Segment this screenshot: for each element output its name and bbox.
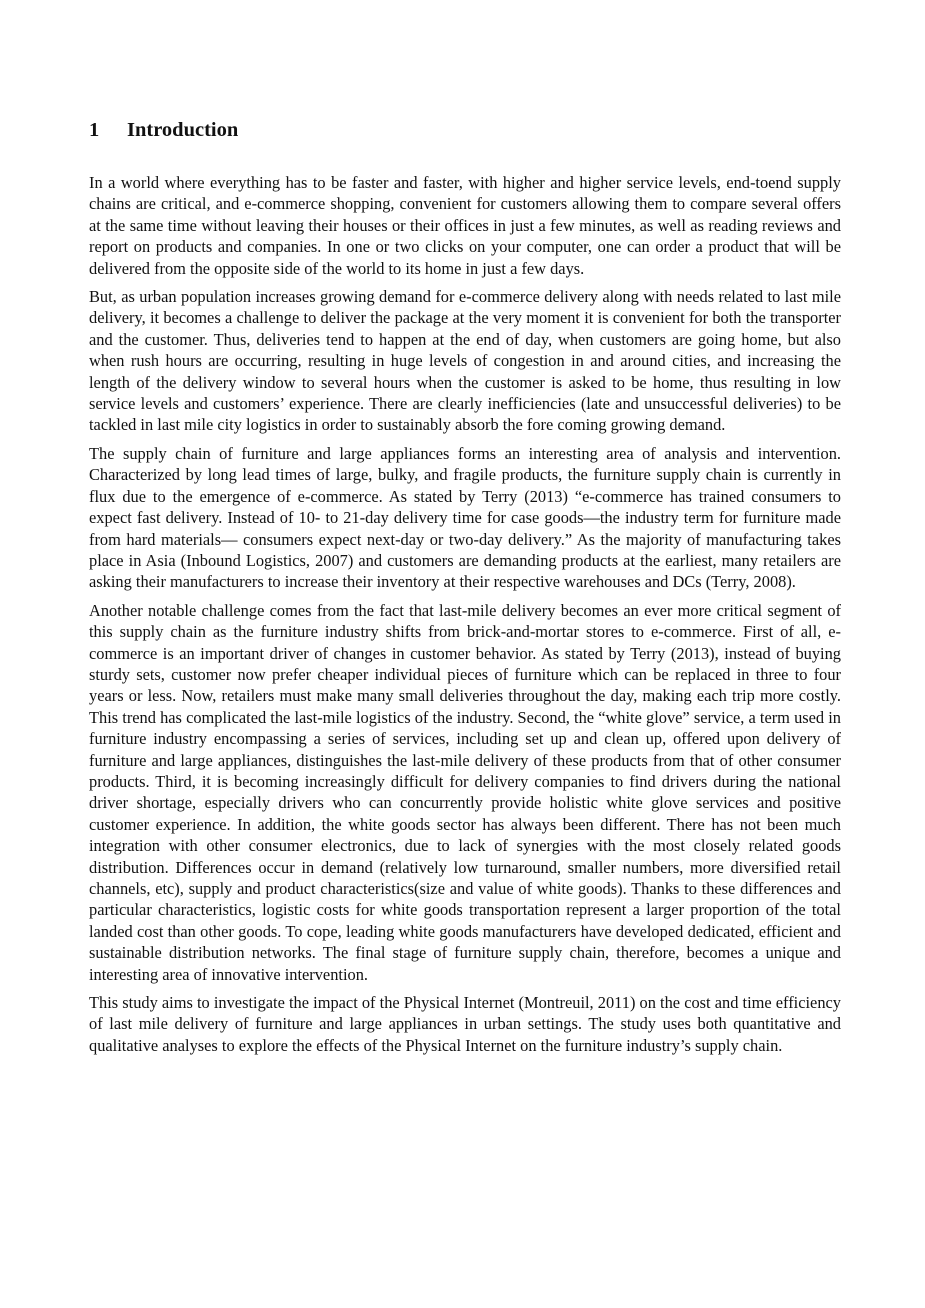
- section-heading: [89, 116, 841, 144]
- section-number: 1: [89, 119, 100, 141]
- paragraph-3: The supply chain of furniture and large appliances forms an interesting area of analysis and intervention. Characterized by long lead times of large, bulky, and fragile products, the furniture supply chain is currently in flux due to the emergence of e-commerce. As stated by Terry (2013) “e-commerce has trained consumers to expect fast delivery. Instead of 10- to 21-day delivery time for case goods—the industry term for furniture made from hard materials— consumers expect next-day or two-day delivery.” As the majority of manufacturing takes place in Asia (Inbound Logistics, 2007) and customers are demanding products at the earliest, many retailers are asking their manufacturers to increase their inventory at their respective warehouses and DCs (Terry, 2008).: [89, 443, 841, 592]
- section-title: Introduction: [127, 119, 239, 141]
- paragraph-2: But, as urban population increases growing demand for e-commerce delivery along with needs related to last mile delivery, it becomes a challenge to deliver the package at the very moment it is convenient for both the transporter and the customer. Thus, deliveries tend to happen at the end of day, when customers are going home, but also when rush hours are occurring, resulting in huge levels of congestion in and around cities, and increasing the length of the delivery window to several hours when the customer is asked to be home, thus resulting in low service levels and customers’ experience. There are clearly inefficiencies (late and unsuccessful deliveries) to be tackled in last mile city logistics in order to sustainably absorb the fore coming growing demand.: [89, 287, 841, 435]
- paragraph-4: Another notable challenge comes from the fact that last-mile delivery becomes an ever more critical segment of this supply chain as the furniture industry shifts from brick-and-mortar stores to e-commerce. First of all, e-commerce is an important driver of changes in customer behavior. As stated by Terry (2013), instead of buying sturdy sets, customer now prefer cheaper individual pieces of furniture which can be replaced in three to four years or less. Now, retailers must make many small deliveries throughout the day, making each trip more costly. This trend has complicated the last-mile logistics of the industry. Second, the “white glove” service, a term used in furniture industry encompassing a series of services, including set up and clean up, offered upon delivery of furniture and large appliances, distinguishes the last-mile delivery of these products from that of other consumer products. Third, it is becoming increasingly difficult for delivery companies to find drivers during the national driver shortage, especially drivers who can concurrently provide holistic white glove services and positive customer experience. In addition, the white goods sector has always been different. There has not been much integration with other consumer electronics, due to lack of synergies with the most closely related goods distribution. Differences occur in demand (relatively low turnaround, smaller numbers, more diversified retail channels, etc), supply and product characteristics(size and value of white goods). Thanks to these differences and particular characteristics, logistic costs for white goods transportation represent a larger proportion of the total landed cost than other goods. To cope, leading white goods manufacturers have developed dedicated, efficient and sustainable distribution networks. The final stage of furniture supply chain, therefore, becomes a unique and interesting area of innovative intervention.: [89, 600, 841, 984]
- document-page: [89, 116, 841, 1063]
- paragraph-5: This study aims to investigate the impact of the Physical Internet (Montreuil, 2011) on the cost and time efficiency of last mile delivery of furniture and large appliances in urban settings. The study uses both quantitative and qualitative analyses to explore the effects of the Physical Internet on the furniture industry’s supply chain.: [89, 993, 841, 1055]
- paragraph-1: In a world where everything has to be faster and faster, with higher and higher service levels, end-toend supply chains are critical, and e-commerce shopping, convenient for customers allowing them to compare several offers at the same time without leaving their houses or their offices in just a few minutes, as well as reading reviews and report on products and companies. In one or two clicks on your computer, one can order a product that will be delivered from the opposite side of the world to its home in just a few days.: [89, 173, 841, 278]
